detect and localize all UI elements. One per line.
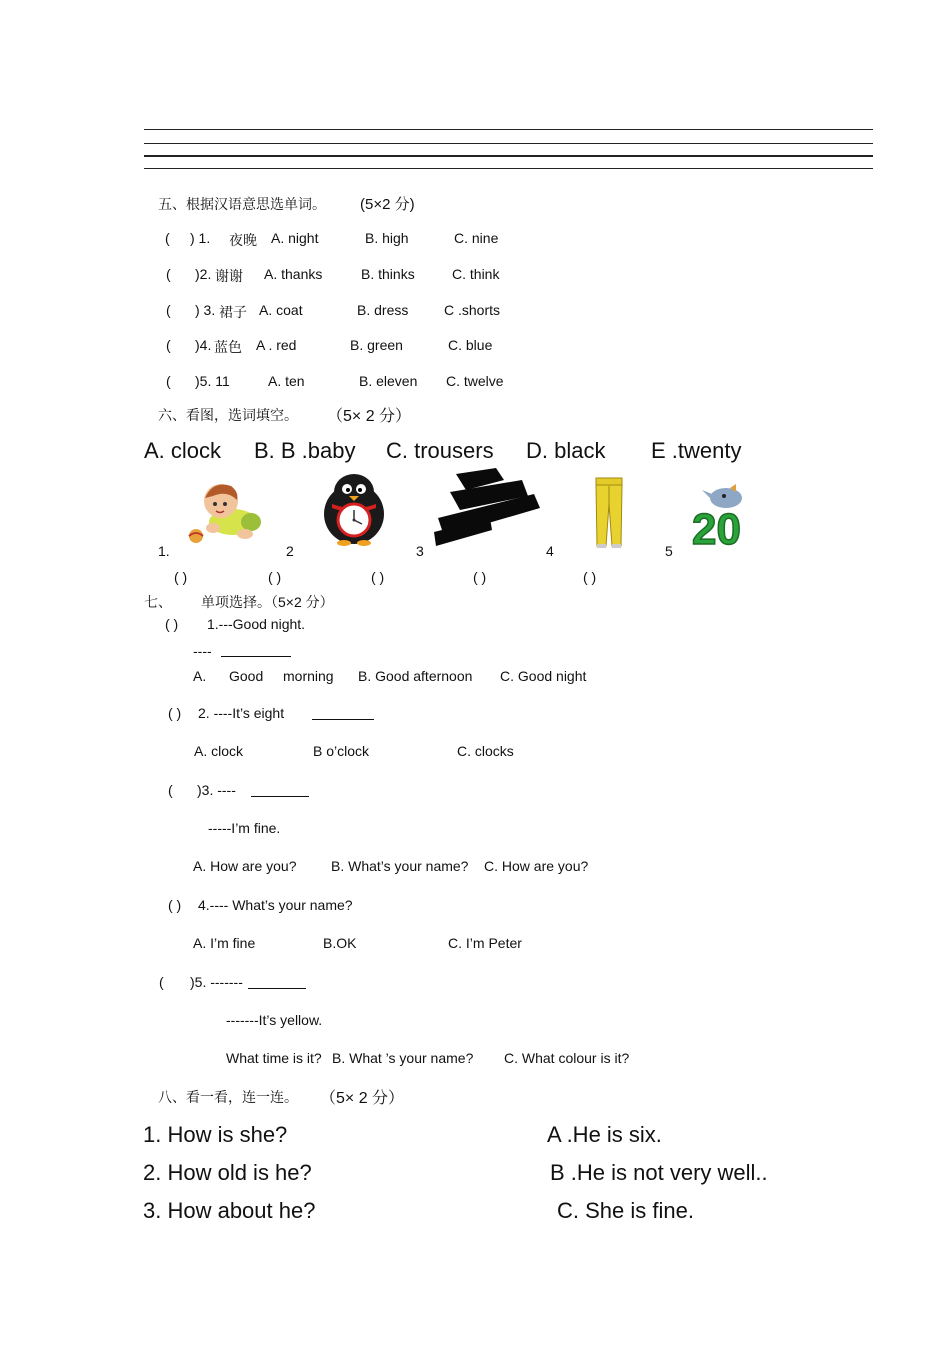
word-choice-c: C. trousers xyxy=(386,438,494,463)
yellow-trousers-image xyxy=(588,476,632,550)
match-left-2[interactable]: 2. How old is he? xyxy=(143,1160,312,1185)
section8-score: （5× 2 分） xyxy=(320,1090,405,1107)
question-stem: 4.---- What’s your name? xyxy=(198,897,353,913)
answer-bracket[interactable]: ( xyxy=(168,782,173,798)
option-b: B. thinks xyxy=(361,266,415,282)
answer-bracket-3[interactable]: ( ) xyxy=(371,569,385,585)
option-b: B. eleven xyxy=(359,373,418,389)
answer-bracket[interactable]: ( xyxy=(165,230,170,246)
word-choice-b: B. B .baby xyxy=(254,438,356,463)
option-c: C. How are you? xyxy=(484,858,589,874)
word-choice-d: D. black xyxy=(526,438,606,463)
question-stem: 1.---Good night. xyxy=(207,616,306,632)
section6-title: 六、看图，选词填空。 xyxy=(158,407,298,423)
section5-title: 五、根据汉语意思选单词。 xyxy=(158,196,326,212)
picture-number-4: 4 xyxy=(546,543,554,559)
answer-blank[interactable] xyxy=(251,796,309,797)
rhino-twenty-image xyxy=(690,484,758,548)
option-a: A. I’m fine xyxy=(193,935,256,951)
option-a-word1: Good xyxy=(229,668,264,684)
option-a: A . red xyxy=(256,337,297,353)
answer-bracket[interactable]: ( ) xyxy=(168,897,182,913)
dialogue-reply: -------It’s yellow. xyxy=(226,1012,323,1028)
baby-crawling-image xyxy=(183,474,271,546)
answer-blank[interactable] xyxy=(312,719,374,720)
question-number: )2. xyxy=(195,266,212,282)
question-stem: )3. ---- xyxy=(197,782,236,798)
black-scribble-image xyxy=(430,466,542,548)
section5-score: (5×2 分) xyxy=(360,196,415,213)
option-c: C. Good night xyxy=(500,668,587,684)
option-c: C. clocks xyxy=(457,743,514,759)
option-c: C. think xyxy=(452,266,500,282)
answer-bracket[interactable]: ( xyxy=(166,337,171,353)
option-a: What time is it? xyxy=(226,1050,322,1066)
section7-title: 单项选择。（5×2 分） xyxy=(201,594,334,610)
option-a: A. thanks xyxy=(264,266,323,282)
option-c: C .shorts xyxy=(444,302,501,318)
header-rule-3 xyxy=(144,155,873,157)
chinese-word: 蓝色 xyxy=(214,339,242,355)
option-a: A. How are you? xyxy=(193,858,297,874)
question-stem: 2. ----It’s eight xyxy=(198,705,285,721)
match-right-a[interactable]: A .He is six. xyxy=(547,1122,662,1147)
option-a: A. coat xyxy=(259,302,303,318)
penguin-clock-image xyxy=(318,470,390,546)
option-a: A. ten xyxy=(268,373,305,389)
answer-bracket[interactable]: ( xyxy=(166,373,171,389)
answer-bracket[interactable]: ( xyxy=(166,302,171,318)
answer-bracket-5[interactable]: ( ) xyxy=(583,569,597,585)
option-a: A. night xyxy=(271,230,319,246)
option-b: B. high xyxy=(365,230,409,246)
picture-number-3: 3 xyxy=(416,543,424,559)
answer-bracket[interactable]: ( xyxy=(159,974,164,990)
option-b: B. dress xyxy=(357,302,409,318)
answer-bracket[interactable]: ( xyxy=(166,266,171,282)
answer-bracket[interactable]: ( ) xyxy=(165,616,179,632)
question-stem: )5. ------- xyxy=(190,974,243,990)
picture-number-5: 5 xyxy=(665,543,673,559)
answer-blank[interactable] xyxy=(248,988,306,989)
question-number: )5. 11 xyxy=(195,373,230,389)
chinese-word: 夜晚 xyxy=(229,232,257,248)
match-left-1[interactable]: 1. How is she? xyxy=(143,1122,288,1147)
match-left-3[interactable]: 3. How about he? xyxy=(143,1198,316,1223)
chinese-word: 谢谢 xyxy=(215,268,243,284)
dialogue-reply: -----I’m fine. xyxy=(208,820,281,836)
match-right-c[interactable]: C. She is fine. xyxy=(557,1198,694,1223)
option-b: B.OK xyxy=(323,935,357,951)
question-number: ) 3. xyxy=(195,302,216,318)
option-b: B. green xyxy=(350,337,403,353)
header-rule-1 xyxy=(144,129,873,130)
option-b: B o’clock xyxy=(313,743,370,759)
option-a-label: A. xyxy=(193,668,207,684)
option-c: C. twelve xyxy=(446,373,504,389)
option-a: A. clock xyxy=(194,743,244,759)
answer-bracket-2[interactable]: ( ) xyxy=(268,569,282,585)
question-number: )4. xyxy=(195,337,212,353)
header-rule-4 xyxy=(144,168,873,169)
answer-bracket-4[interactable]: ( ) xyxy=(473,569,487,585)
match-right-b[interactable]: B .He is not very well.. xyxy=(550,1160,768,1185)
question-number: ) 1. xyxy=(190,230,211,246)
option-c: C. What colour is it? xyxy=(504,1050,630,1066)
chinese-word: 裙子 xyxy=(219,304,247,320)
twenty-number: 20 xyxy=(692,505,741,548)
section6-score: （5× 2 分） xyxy=(327,408,412,425)
word-choice-e: E .twenty xyxy=(651,438,742,463)
option-c: C. I’m Peter xyxy=(448,935,522,951)
picture-number-1: 1. xyxy=(158,543,170,559)
word-choice-a: A. clock xyxy=(144,438,222,463)
option-b: B. What’s your name? xyxy=(331,858,469,874)
option-c: C. blue xyxy=(448,337,493,353)
answer-bracket-1[interactable]: ( ) xyxy=(174,569,188,585)
picture-number-2: 2 xyxy=(286,543,294,559)
option-b: B. Good afternoon xyxy=(358,668,473,684)
section7-number: 七、 xyxy=(144,594,172,610)
answer-blank[interactable] xyxy=(221,656,291,657)
option-c: C. nine xyxy=(454,230,499,246)
section8-title: 八、看一看，连一连。 xyxy=(158,1089,298,1105)
dialogue-dash: ---- xyxy=(193,643,212,659)
header-rule-2 xyxy=(144,143,873,144)
option-a-word2: morning xyxy=(283,668,334,684)
option-b: B. What ’s your name? xyxy=(332,1050,474,1066)
answer-bracket[interactable]: ( ) xyxy=(168,705,182,721)
